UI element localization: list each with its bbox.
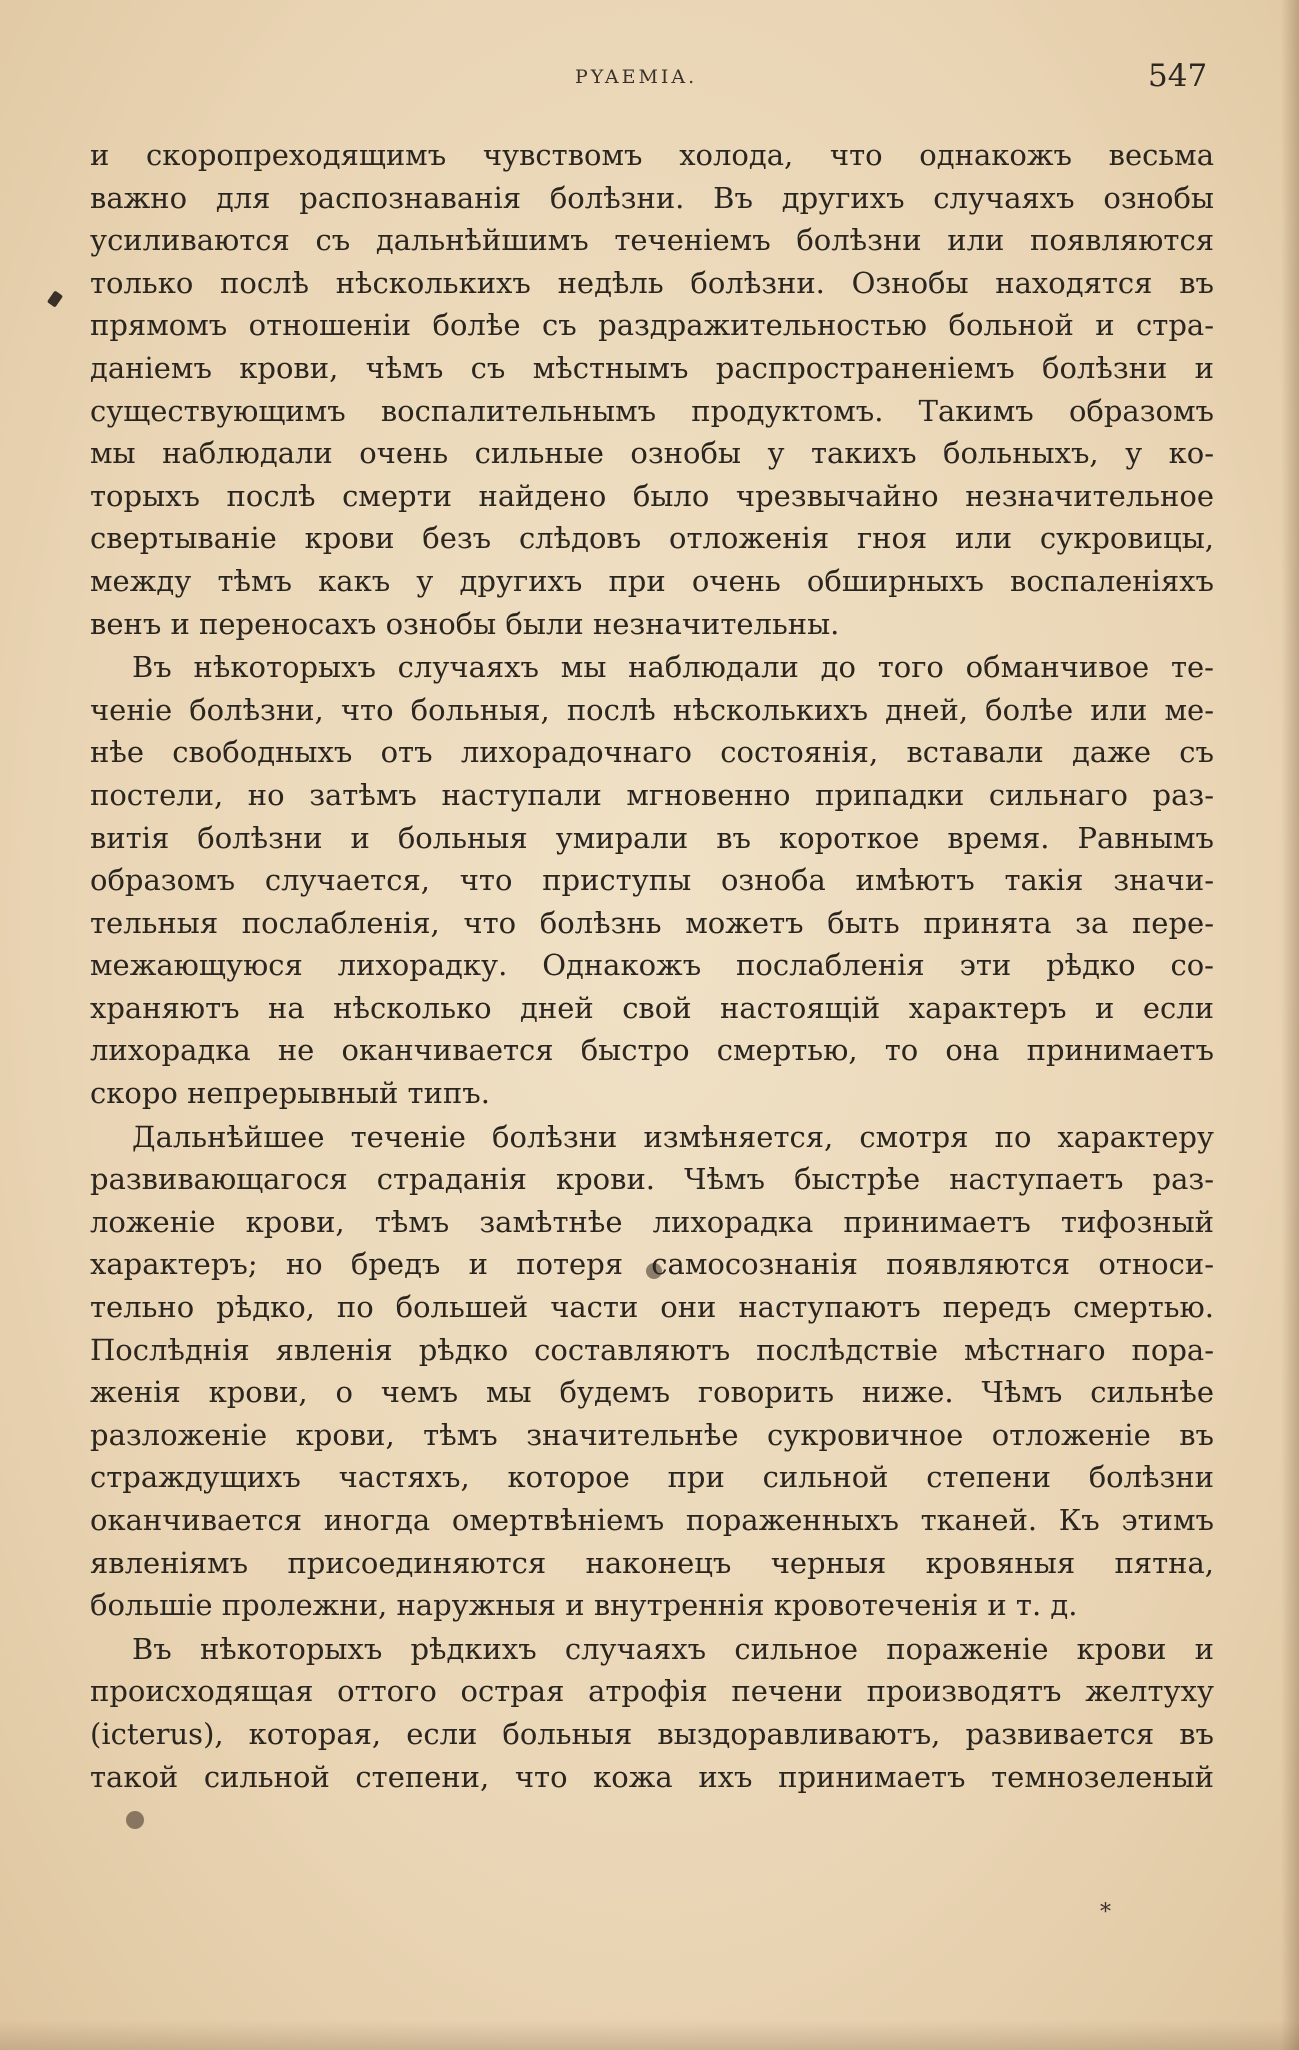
text-line: Въ нѣкоторыхъ случаяхъ мы наблюдали до того обманчивое те- <box>132 650 1214 685</box>
page-edge-shadow-bottom <box>0 2020 1299 2050</box>
paragraph <box>90 1116 1214 1627</box>
text-line: (icterus), которая, если больныя выздоравливаютъ, развивается въ <box>90 1716 1214 1751</box>
text-line: и скоропреходящимъ чувствомъ холода, что однакожъ весьма <box>90 138 1214 172</box>
body-text <box>90 134 1214 1798</box>
text-line: постели, но затѣмъ наступали мгновенно припадки сильнаго раз- <box>90 777 1214 812</box>
text-line: тельныя послабленія, что болѣзнь можетъ быть принята за пере- <box>90 905 1214 940</box>
text-line: Послѣднія явленія рѣдко составляютъ послѣдствіе мѣстнаго пора- <box>90 1332 1214 1367</box>
text-line: большіе пролежни, наружныя и внутреннія кровотеченія и т. д. <box>90 1588 1078 1623</box>
text-line: происходящая оттого острая атрофія печени производятъ желтуху <box>90 1674 1214 1709</box>
text-line: важно для распознаванія болѣзни. Въ другихъ случаяхъ ознобы <box>90 180 1214 215</box>
paragraph <box>90 646 1214 1115</box>
text-line: ложеніе крови, тѣмъ замѣтнѣе лихорадка принимаетъ тифозный <box>90 1204 1214 1239</box>
text-line: ченіе болѣзни, что больныя, послѣ нѣсколькихъ дней, болѣе или ме- <box>90 692 1214 727</box>
text-line: прямомъ отношеніи болѣе съ раздражительностью больной и стра- <box>90 308 1214 343</box>
signature-mark: * <box>1100 1900 1111 1925</box>
text-line: характеръ; но бредъ и потеря самосознанія появляются относи- <box>90 1247 1214 1282</box>
page-number: 547 <box>1148 58 1208 94</box>
margin-ink-mark <box>47 290 63 307</box>
text-line: тельно рѣдко, по большей части они наступаютъ передъ смертью. <box>90 1290 1214 1325</box>
text-line: свертываніе крови безъ слѣдовъ отложенія гноя или сукровицы, <box>90 521 1214 556</box>
text-line: торыхъ послѣ смерти найдено было чрезвычайно незначительное <box>90 478 1214 513</box>
page-edge-shadow-right <box>1281 0 1299 2050</box>
text-line: страждущихъ частяхъ, которое при сильной степени болѣзни <box>90 1460 1214 1495</box>
text-line: между тѣмъ какъ у другихъ при очень обширныхъ воспаленіяхъ <box>90 563 1214 598</box>
text-line: оканчивается иногда омертвѣніемъ пораженныхъ тканей. Къ этимъ <box>90 1503 1214 1537</box>
text-line: разложеніе крови, тѣмъ значительнѣе сукровичное отложеніе въ <box>90 1417 1214 1452</box>
text-line: даніемъ крови, чѣмъ съ мѣстнымъ распространеніемъ болѣзни и <box>90 350 1214 385</box>
text-line: такой сильной степени, что кожа ихъ принимаетъ темнозеленый <box>90 1759 1214 1794</box>
text-line: лихорадка не оканчивается быстро смертью, то она принимаетъ <box>90 1033 1214 1068</box>
text-line: Дальнѣйшее теченіе болѣзни измѣняется, смотря по характеру <box>132 1119 1214 1154</box>
text-line: витія болѣзни и больныя умирали въ короткое время. Равнымъ <box>90 820 1214 855</box>
text-line: мы наблюдали очень сильные ознобы у такихъ больныхъ, у ко- <box>90 436 1214 471</box>
text-line: усиливаются съ дальнѣйшимъ теченіемъ болѣзни или появляются <box>90 223 1214 258</box>
text-line: нѣе свободныхъ отъ лихорадочнаго состоянія, вставали даже съ <box>90 735 1214 770</box>
running-head: PYAEMIA. <box>575 66 698 88</box>
text-line: Въ нѣкоторыхъ рѣдкихъ случаяхъ сильное пораженіе крови и <box>132 1631 1214 1666</box>
text-line: женія крови, о чемъ мы будемъ говорить ниже. Чѣмъ сильнѣе <box>90 1375 1214 1410</box>
text-line: скоро непрерывный типъ. <box>90 1076 490 1111</box>
paragraph <box>90 1628 1214 1798</box>
text-line: развивающагося страданія крови. Чѣмъ быстрѣе наступаетъ раз- <box>90 1162 1214 1197</box>
text-line: образомъ случается, что приступы озноба имѣютъ такія значи- <box>90 863 1214 898</box>
text-line: межающуюся лихорадку. Однакожъ послабленія эти рѣдко со- <box>90 948 1214 983</box>
ink-blot <box>126 1811 144 1829</box>
text-line: явленіямъ присоединяются наконецъ черныя кровяныя пятна, <box>90 1545 1214 1580</box>
text-line: венъ и переносахъ ознобы были незначительны. <box>90 606 840 641</box>
text-line: существующимъ воспалительнымъ продуктомъ. Такимъ образомъ <box>90 393 1214 428</box>
paragraph <box>90 134 1214 645</box>
text-line: только послѣ нѣсколькихъ недѣль болѣзни. Ознобы находятся въ <box>90 265 1214 300</box>
text-line: храняютъ на нѣсколько дней свой настоящій характеръ и если <box>90 990 1214 1025</box>
